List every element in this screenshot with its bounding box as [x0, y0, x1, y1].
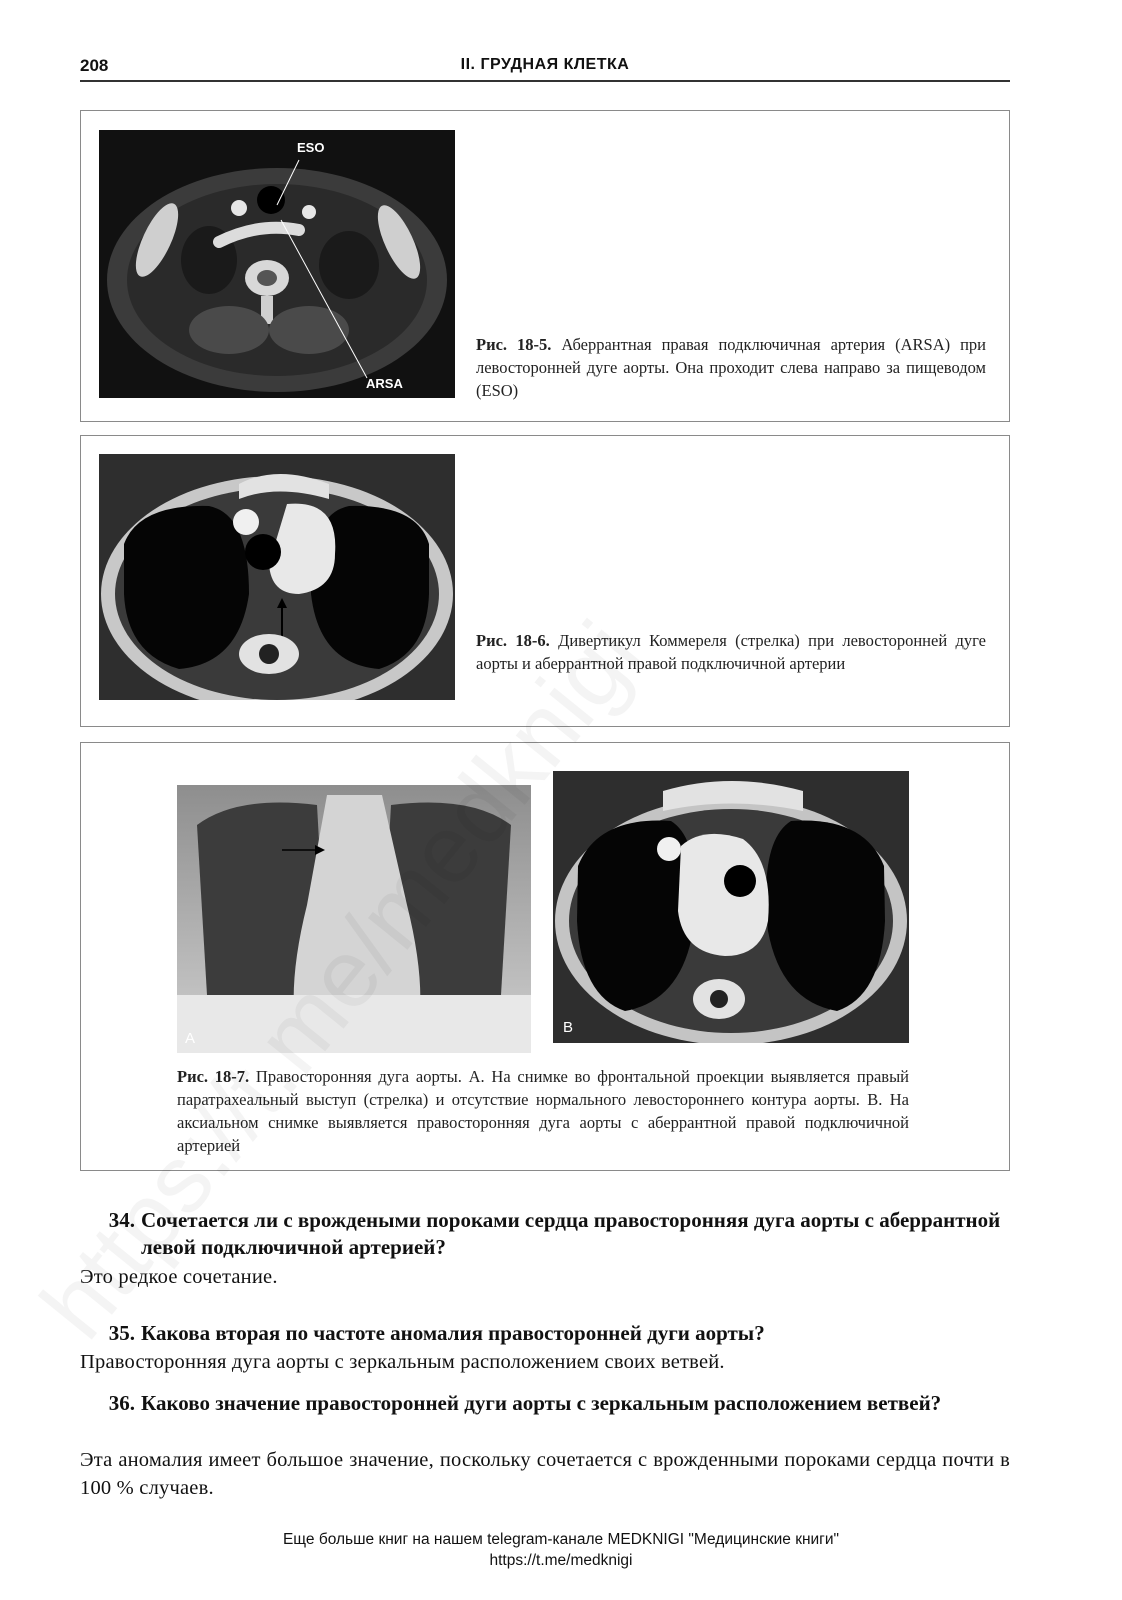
- figure-caption: [476, 629, 986, 675]
- running-head: [80, 56, 1010, 82]
- answer-35: Правосторонняя дуга аорты с зеркальным расположением своих ветвей.: [80, 1351, 725, 1373]
- figure-caption-text: Дивертикул Коммереля (стрелка) при левосторонней дуге аорты и аберрантной правой подключичной артерии: [476, 631, 986, 673]
- ct-scan-image: [553, 771, 909, 1043]
- question-number: 36.: [108, 1391, 135, 1415]
- footer-promo: Еще больше книг на нашем telegram-канале MEDKNIGI "Медицинские книги": [282, 1531, 840, 1548]
- figure-18-5: [80, 110, 1010, 422]
- question-35: [80, 1320, 1015, 1347]
- question-text: Какова вторая по частоте аномалия правосторонней дуги аорты?: [141, 1321, 765, 1345]
- answer-36: Эта аномалия имеет большое значение, поскольку сочетается с врожденными пороками сердца почти в 100 % случаев.: [80, 1449, 1010, 1499]
- question-text: Сочетается ли с врождеными пороками сердца правосторонняя дуга аорты с аберрантной левой подключичной артерией?: [141, 1208, 1001, 1259]
- ct-scan-image: [99, 454, 455, 700]
- question-34: [80, 1207, 1015, 1261]
- figure-18-7: [80, 742, 1010, 1171]
- ct-scan-image: [99, 130, 455, 398]
- figure-caption-text: Аберрантная правая подключичная артерия (ARSA) при левосторонней дуге аорты. Она проходит слева направо за пищеводом (ESO): [476, 335, 987, 400]
- figure-number: Рис. 18-6.: [476, 631, 550, 650]
- answer-34: Это редкое сочетание.: [80, 1266, 278, 1288]
- figure-caption: [476, 333, 986, 402]
- figure-18-6: [80, 435, 1010, 727]
- panel-label-a: A: [185, 1030, 196, 1047]
- chest-xray-image: [177, 785, 531, 1053]
- footer-link[interactable]: https://t.me/medknigi: [489, 1552, 633, 1569]
- question-number: 35.: [108, 1321, 135, 1345]
- label-eso: ESO: [297, 140, 325, 155]
- panel-label-b: B: [563, 1019, 574, 1036]
- page-number: 208: [80, 56, 109, 75]
- figure-number: Рис. 18-5.: [476, 335, 552, 354]
- question-number: 34.: [108, 1208, 135, 1232]
- question-36: [80, 1390, 1015, 1417]
- figure-caption: [177, 1065, 909, 1157]
- section-title: II. ГРУДНАЯ КЛЕТКА: [460, 56, 630, 73]
- label-arsa: ARSA: [366, 376, 403, 391]
- header-rule: [80, 80, 1010, 82]
- figure-number: Рис. 18-7.: [177, 1067, 250, 1086]
- question-text: Каково значение правосторонней дуги аорты с зеркальным расположением ветвей?: [141, 1391, 942, 1415]
- figure-caption-text: Правосторонняя дуга аорты. A. На снимке во фронтальной проекции выявляется правый паратрахеальный выступ (стрелка) и отсутствие нормального левостороннего контура аорты. B. На аксиальном снимке выявляется правосторонняя дуга аорты с аберрантной правой подключичной артерией: [177, 1067, 909, 1155]
